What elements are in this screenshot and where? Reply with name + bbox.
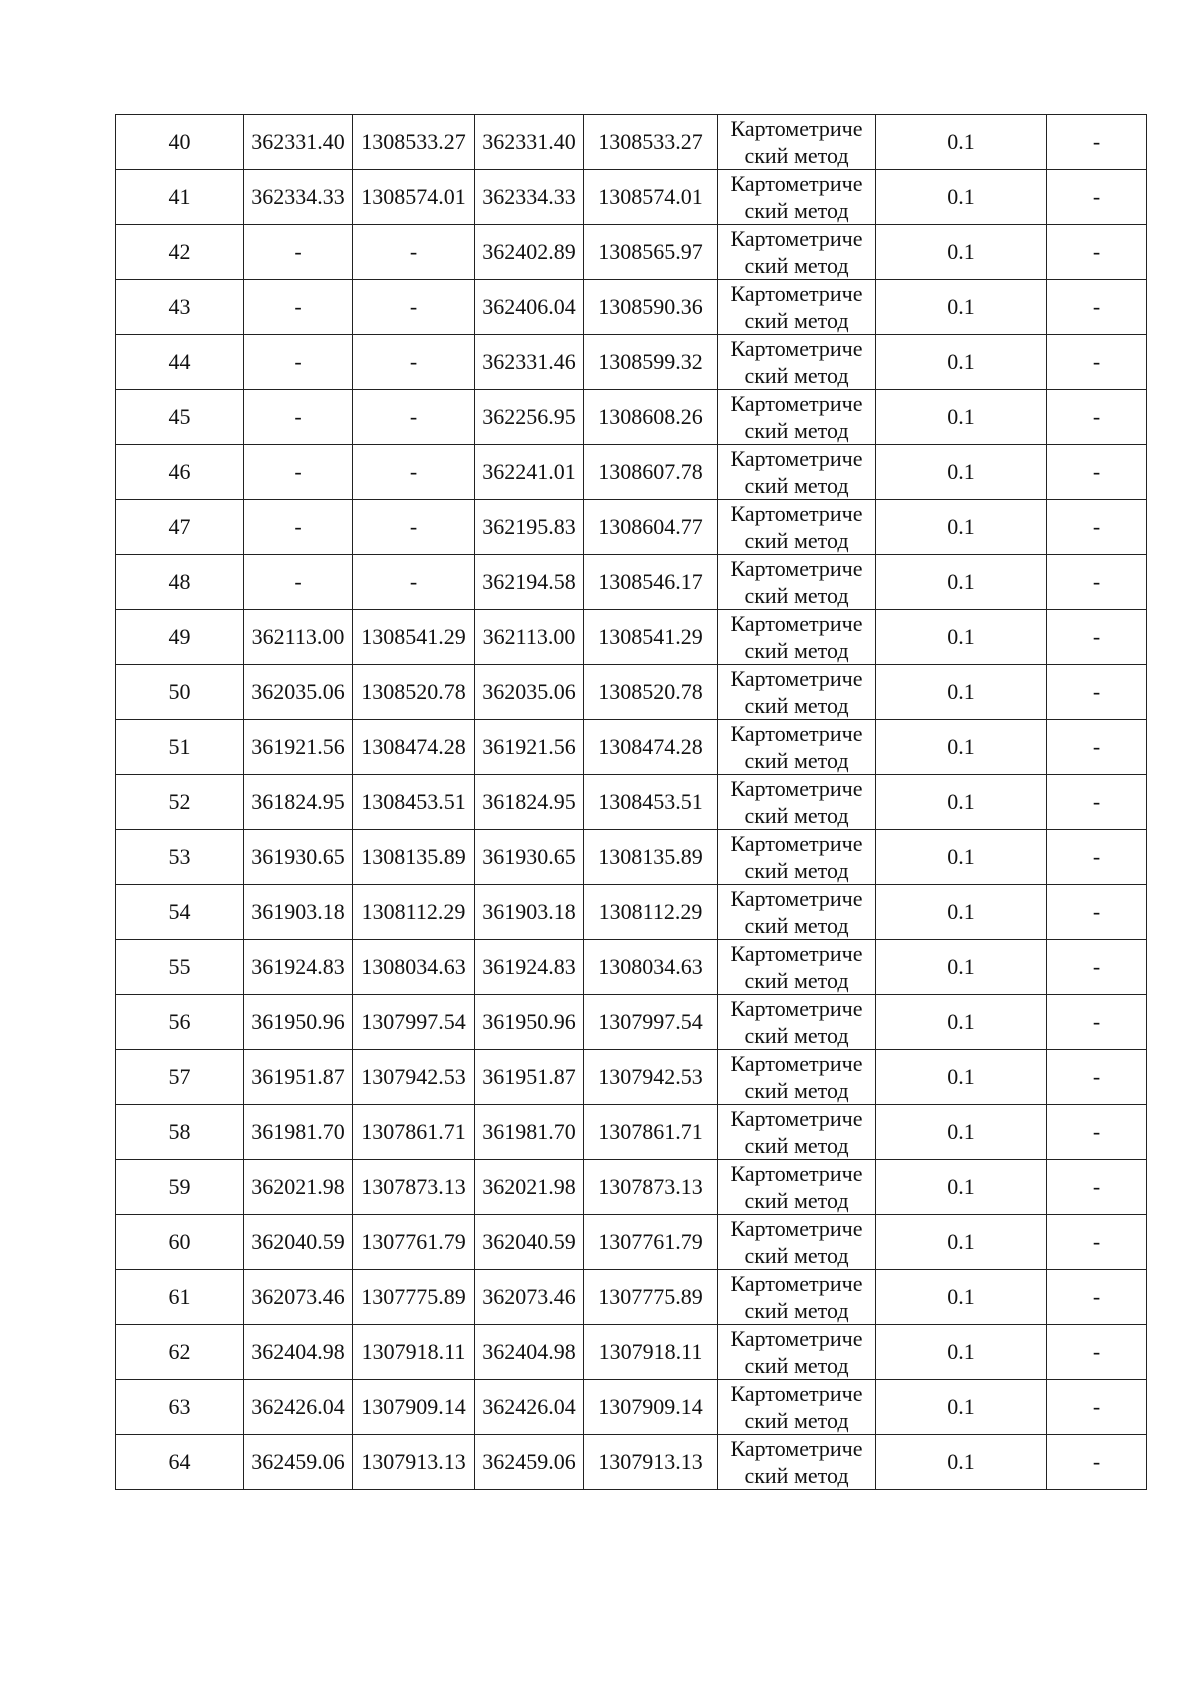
accuracy-cell: 0.1 [876, 1325, 1047, 1380]
existing-y-cell: 1307997.54 [353, 995, 475, 1050]
method-text-line-1: Картометриче [730, 831, 863, 856]
note-cell: - [1047, 1380, 1147, 1435]
existing-x-cell: - [244, 280, 353, 335]
method-text-line-2: ский метод [744, 803, 849, 828]
method-cell [718, 390, 876, 445]
accuracy-cell: 0.1 [876, 610, 1047, 665]
method-cell [718, 720, 876, 775]
refined-x-cell: 362426.04 [475, 1380, 584, 1435]
existing-x-cell: 362073.46 [244, 1270, 353, 1325]
existing-y-cell: - [353, 555, 475, 610]
table-row [116, 1215, 1147, 1270]
method-text-line-1: Картометриче [730, 1216, 863, 1241]
accuracy-cell: 0.1 [876, 280, 1047, 335]
existing-x-cell: 362040.59 [244, 1215, 353, 1270]
method-cell [718, 665, 876, 720]
note-cell: - [1047, 500, 1147, 555]
accuracy-cell: 0.1 [876, 1160, 1047, 1215]
method-text-line-1: Картометриче [730, 336, 863, 361]
refined-x-cell: 362402.89 [475, 225, 584, 280]
table-row [116, 445, 1147, 500]
method-text-line-2: ский метод [744, 1298, 849, 1323]
table-row [116, 115, 1147, 170]
method-text-line-2: ский метод [744, 748, 849, 773]
existing-x-cell: 362426.04 [244, 1380, 353, 1435]
table-row [116, 1270, 1147, 1325]
existing-x-cell: 361903.18 [244, 885, 353, 940]
table-row [116, 830, 1147, 885]
method-text-line-1: Картометриче [730, 941, 863, 966]
accuracy-cell: 0.1 [876, 995, 1047, 1050]
method-text-line-2: ский метод [744, 473, 849, 498]
existing-y-cell: 1308541.29 [353, 610, 475, 665]
refined-y-cell: 1308607.78 [584, 445, 718, 500]
existing-y-cell: 1308135.89 [353, 830, 475, 885]
point-number-cell: 63 [116, 1380, 244, 1435]
accuracy-cell: 0.1 [876, 830, 1047, 885]
method-text-line-1: Картометриче [730, 611, 863, 636]
note-cell: - [1047, 885, 1147, 940]
existing-y-cell: 1307775.89 [353, 1270, 475, 1325]
method-cell [718, 335, 876, 390]
method-text-line-2: ский метод [744, 1023, 849, 1048]
method-text-line-2: ский метод [744, 968, 849, 993]
accuracy-cell: 0.1 [876, 665, 1047, 720]
existing-y-cell: 1307761.79 [353, 1215, 475, 1270]
method-cell [718, 500, 876, 555]
refined-x-cell: 362241.01 [475, 445, 584, 500]
note-cell: - [1047, 940, 1147, 995]
existing-x-cell: - [244, 500, 353, 555]
accuracy-cell: 0.1 [876, 1050, 1047, 1105]
existing-y-cell: 1308453.51 [353, 775, 475, 830]
existing-x-cell: 361824.95 [244, 775, 353, 830]
point-number-cell: 54 [116, 885, 244, 940]
note-cell: - [1047, 610, 1147, 665]
point-number-cell: 64 [116, 1435, 244, 1490]
refined-x-cell: 362194.58 [475, 555, 584, 610]
method-cell [718, 445, 876, 500]
refined-x-cell: 362021.98 [475, 1160, 584, 1215]
existing-x-cell: - [244, 335, 353, 390]
existing-x-cell: 362021.98 [244, 1160, 353, 1215]
note-cell: - [1047, 1215, 1147, 1270]
refined-x-cell: 362035.06 [475, 665, 584, 720]
accuracy-cell: 0.1 [876, 225, 1047, 280]
refined-y-cell: 1308590.36 [584, 280, 718, 335]
point-number-cell: 56 [116, 995, 244, 1050]
refined-x-cell: 362113.00 [475, 610, 584, 665]
table-row [116, 170, 1147, 225]
method-text-line-1: Картометриче [730, 116, 863, 141]
existing-y-cell: 1308520.78 [353, 665, 475, 720]
point-number-cell: 47 [116, 500, 244, 555]
existing-y-cell: 1308533.27 [353, 115, 475, 170]
point-number-cell: 51 [116, 720, 244, 775]
accuracy-cell: 0.1 [876, 940, 1047, 995]
method-text-line-1: Картометриче [730, 1271, 863, 1296]
existing-y-cell: - [353, 390, 475, 445]
note-cell: - [1047, 1160, 1147, 1215]
table-row [116, 555, 1147, 610]
refined-y-cell: 1308034.63 [584, 940, 718, 995]
note-cell: - [1047, 830, 1147, 885]
method-text-line-2: ский метод [744, 693, 849, 718]
note-cell: - [1047, 390, 1147, 445]
refined-x-cell: 361921.56 [475, 720, 584, 775]
accuracy-cell: 0.1 [876, 1435, 1047, 1490]
method-text-line-2: ский метод [744, 1078, 849, 1103]
method-cell [718, 1435, 876, 1490]
refined-x-cell: 362334.33 [475, 170, 584, 225]
refined-x-cell: 361930.65 [475, 830, 584, 885]
method-text-line-1: Картометриче [730, 1161, 863, 1186]
refined-y-cell: 1308604.77 [584, 500, 718, 555]
refined-y-cell: 1308533.27 [584, 115, 718, 170]
table-row [116, 1325, 1147, 1380]
accuracy-cell: 0.1 [876, 555, 1047, 610]
refined-y-cell: 1307909.14 [584, 1380, 718, 1435]
method-cell [718, 1380, 876, 1435]
existing-x-cell: 361930.65 [244, 830, 353, 885]
table-row [116, 1160, 1147, 1215]
point-number-cell: 61 [116, 1270, 244, 1325]
refined-y-cell: 1307873.13 [584, 1160, 718, 1215]
existing-y-cell: 1308574.01 [353, 170, 475, 225]
method-cell [718, 1050, 876, 1105]
accuracy-cell: 0.1 [876, 1270, 1047, 1325]
method-text-line-2: ский метод [744, 1353, 849, 1378]
existing-x-cell: 362404.98 [244, 1325, 353, 1380]
point-number-cell: 45 [116, 390, 244, 445]
note-cell: - [1047, 280, 1147, 335]
method-text-line-2: ский метод [744, 528, 849, 553]
method-text-line-2: ский метод [744, 913, 849, 938]
refined-x-cell: 362073.46 [475, 1270, 584, 1325]
note-cell: - [1047, 115, 1147, 170]
method-text-line-1: Картометриче [730, 1051, 863, 1076]
method-text-line-1: Картометриче [730, 226, 863, 251]
refined-x-cell: 361951.87 [475, 1050, 584, 1105]
existing-y-cell: 1307909.14 [353, 1380, 475, 1435]
method-cell [718, 885, 876, 940]
refined-x-cell: 362040.59 [475, 1215, 584, 1270]
note-cell: - [1047, 445, 1147, 500]
refined-x-cell: 362331.40 [475, 115, 584, 170]
existing-x-cell: 361950.96 [244, 995, 353, 1050]
method-cell [718, 775, 876, 830]
existing-y-cell: 1307861.71 [353, 1105, 475, 1160]
refined-x-cell: 362406.04 [475, 280, 584, 335]
method-text-line-1: Картометриче [730, 666, 863, 691]
refined-y-cell: 1308135.89 [584, 830, 718, 885]
method-text-line-1: Картометриче [730, 1326, 863, 1351]
method-cell [718, 940, 876, 995]
point-number-cell: 55 [116, 940, 244, 995]
existing-x-cell: 361924.83 [244, 940, 353, 995]
existing-x-cell: - [244, 225, 353, 280]
existing-y-cell: 1308112.29 [353, 885, 475, 940]
refined-y-cell: 1307918.11 [584, 1325, 718, 1380]
refined-y-cell: 1308565.97 [584, 225, 718, 280]
method-cell [718, 170, 876, 225]
table-row [116, 1435, 1147, 1490]
existing-y-cell: - [353, 500, 475, 555]
method-text-line-2: ский метод [744, 143, 849, 168]
table-row [116, 665, 1147, 720]
existing-y-cell: 1307873.13 [353, 1160, 475, 1215]
table-row [116, 390, 1147, 445]
refined-x-cell: 362404.98 [475, 1325, 584, 1380]
method-text-line-1: Картометриче [730, 281, 863, 306]
note-cell: - [1047, 1105, 1147, 1160]
method-text-line-2: ский метод [744, 363, 849, 388]
table-row [116, 775, 1147, 830]
method-text-line-1: Картометриче [730, 776, 863, 801]
refined-y-cell: 1308112.29 [584, 885, 718, 940]
note-cell: - [1047, 335, 1147, 390]
refined-y-cell: 1308453.51 [584, 775, 718, 830]
method-text-line-1: Картометриче [730, 721, 863, 746]
table-row [116, 1050, 1147, 1105]
existing-y-cell: - [353, 225, 475, 280]
accuracy-cell: 0.1 [876, 1105, 1047, 1160]
method-text-line-1: Картометриче [730, 996, 863, 1021]
table-row [116, 1380, 1147, 1435]
method-cell [718, 280, 876, 335]
point-number-cell: 40 [116, 115, 244, 170]
method-text-line-2: ский метод [744, 1188, 849, 1213]
method-cell [718, 1160, 876, 1215]
method-text-line-1: Картометриче [730, 1381, 863, 1406]
method-cell [718, 1215, 876, 1270]
existing-y-cell: - [353, 335, 475, 390]
refined-y-cell: 1308474.28 [584, 720, 718, 775]
refined-y-cell: 1308520.78 [584, 665, 718, 720]
point-number-cell: 46 [116, 445, 244, 500]
point-number-cell: 58 [116, 1105, 244, 1160]
note-cell: - [1047, 225, 1147, 280]
accuracy-cell: 0.1 [876, 1380, 1047, 1435]
refined-y-cell: 1307913.13 [584, 1435, 718, 1490]
existing-y-cell: 1307918.11 [353, 1325, 475, 1380]
method-text-line-1: Картометриче [730, 501, 863, 526]
method-text-line-2: ский метод [744, 253, 849, 278]
method-cell [718, 830, 876, 885]
note-cell: - [1047, 720, 1147, 775]
refined-y-cell: 1307775.89 [584, 1270, 718, 1325]
method-text-line-2: ский метод [744, 583, 849, 608]
method-cell [718, 555, 876, 610]
existing-y-cell: - [353, 280, 475, 335]
existing-y-cell: 1307913.13 [353, 1435, 475, 1490]
note-cell: - [1047, 1325, 1147, 1380]
method-text-line-2: ский метод [744, 418, 849, 443]
accuracy-cell: 0.1 [876, 500, 1047, 555]
refined-x-cell: 362195.83 [475, 500, 584, 555]
table-row [116, 940, 1147, 995]
point-number-cell: 52 [116, 775, 244, 830]
method-text-line-1: Картометриче [730, 556, 863, 581]
accuracy-cell: 0.1 [876, 885, 1047, 940]
note-cell: - [1047, 665, 1147, 720]
method-text-line-1: Картометриче [730, 391, 863, 416]
existing-x-cell: 361921.56 [244, 720, 353, 775]
table-row [116, 225, 1147, 280]
accuracy-cell: 0.1 [876, 1215, 1047, 1270]
table-row [116, 610, 1147, 665]
refined-x-cell: 362459.06 [475, 1435, 584, 1490]
refined-y-cell: 1307942.53 [584, 1050, 718, 1105]
existing-x-cell: 361981.70 [244, 1105, 353, 1160]
refined-y-cell: 1308541.29 [584, 610, 718, 665]
method-text-line-2: ский метод [744, 308, 849, 333]
refined-x-cell: 362256.95 [475, 390, 584, 445]
refined-y-cell: 1307861.71 [584, 1105, 718, 1160]
table-row [116, 885, 1147, 940]
coordinates-table [115, 114, 1147, 1490]
existing-x-cell: 362035.06 [244, 665, 353, 720]
method-cell [718, 1105, 876, 1160]
table-row [116, 280, 1147, 335]
existing-x-cell: 362113.00 [244, 610, 353, 665]
method-cell [718, 1270, 876, 1325]
point-number-cell: 41 [116, 170, 244, 225]
method-text-line-2: ский метод [744, 638, 849, 663]
existing-x-cell: - [244, 390, 353, 445]
method-cell [718, 1325, 876, 1380]
table-row [116, 720, 1147, 775]
refined-x-cell: 361903.18 [475, 885, 584, 940]
existing-y-cell: 1308034.63 [353, 940, 475, 995]
point-number-cell: 60 [116, 1215, 244, 1270]
method-text-line-1: Картометриче [730, 1106, 863, 1131]
method-text-line-2: ский метод [744, 198, 849, 223]
note-cell: - [1047, 555, 1147, 610]
point-number-cell: 44 [116, 335, 244, 390]
method-cell [718, 995, 876, 1050]
accuracy-cell: 0.1 [876, 335, 1047, 390]
method-cell [718, 225, 876, 280]
refined-x-cell: 361981.70 [475, 1105, 584, 1160]
existing-y-cell: - [353, 445, 475, 500]
note-cell: - [1047, 170, 1147, 225]
method-text-line-1: Картометриче [730, 886, 863, 911]
point-number-cell: 42 [116, 225, 244, 280]
point-number-cell: 50 [116, 665, 244, 720]
existing-x-cell: 362331.40 [244, 115, 353, 170]
accuracy-cell: 0.1 [876, 115, 1047, 170]
existing-x-cell: 362334.33 [244, 170, 353, 225]
accuracy-cell: 0.1 [876, 445, 1047, 500]
method-text-line-1: Картометриче [730, 446, 863, 471]
note-cell: - [1047, 1050, 1147, 1105]
method-text-line-2: ский метод [744, 1243, 849, 1268]
refined-y-cell: 1308608.26 [584, 390, 718, 445]
refined-y-cell: 1307997.54 [584, 995, 718, 1050]
method-text-line-2: ский метод [744, 1408, 849, 1433]
point-number-cell: 48 [116, 555, 244, 610]
point-number-cell: 43 [116, 280, 244, 335]
accuracy-cell: 0.1 [876, 170, 1047, 225]
existing-y-cell: 1307942.53 [353, 1050, 475, 1105]
method-text-line-2: ский метод [744, 1463, 849, 1488]
refined-y-cell: 1308546.17 [584, 555, 718, 610]
refined-y-cell: 1308574.01 [584, 170, 718, 225]
refined-y-cell: 1308599.32 [584, 335, 718, 390]
accuracy-cell: 0.1 [876, 775, 1047, 830]
existing-x-cell: 361951.87 [244, 1050, 353, 1105]
note-cell: - [1047, 775, 1147, 830]
point-number-cell: 59 [116, 1160, 244, 1215]
refined-y-cell: 1307761.79 [584, 1215, 718, 1270]
refined-x-cell: 362331.46 [475, 335, 584, 390]
note-cell: - [1047, 1435, 1147, 1490]
table-row [116, 995, 1147, 1050]
method-text-line-2: ский метод [744, 858, 849, 883]
accuracy-cell: 0.1 [876, 390, 1047, 445]
point-number-cell: 49 [116, 610, 244, 665]
table-row [116, 500, 1147, 555]
table-row [116, 1105, 1147, 1160]
note-cell: - [1047, 1270, 1147, 1325]
existing-y-cell: 1308474.28 [353, 720, 475, 775]
existing-x-cell: - [244, 555, 353, 610]
table-body [116, 115, 1147, 1490]
point-number-cell: 57 [116, 1050, 244, 1105]
point-number-cell: 62 [116, 1325, 244, 1380]
refined-x-cell: 361950.96 [475, 995, 584, 1050]
refined-x-cell: 361924.83 [475, 940, 584, 995]
existing-x-cell: - [244, 445, 353, 500]
method-cell [718, 610, 876, 665]
point-number-cell: 53 [116, 830, 244, 885]
table-row [116, 335, 1147, 390]
existing-x-cell: 362459.06 [244, 1435, 353, 1490]
method-text-line-1: Картометриче [730, 1436, 863, 1461]
note-cell: - [1047, 995, 1147, 1050]
method-text-line-2: ский метод [744, 1133, 849, 1158]
method-cell [718, 115, 876, 170]
refined-x-cell: 361824.95 [475, 775, 584, 830]
method-text-line-1: Картометриче [730, 171, 863, 196]
accuracy-cell: 0.1 [876, 720, 1047, 775]
